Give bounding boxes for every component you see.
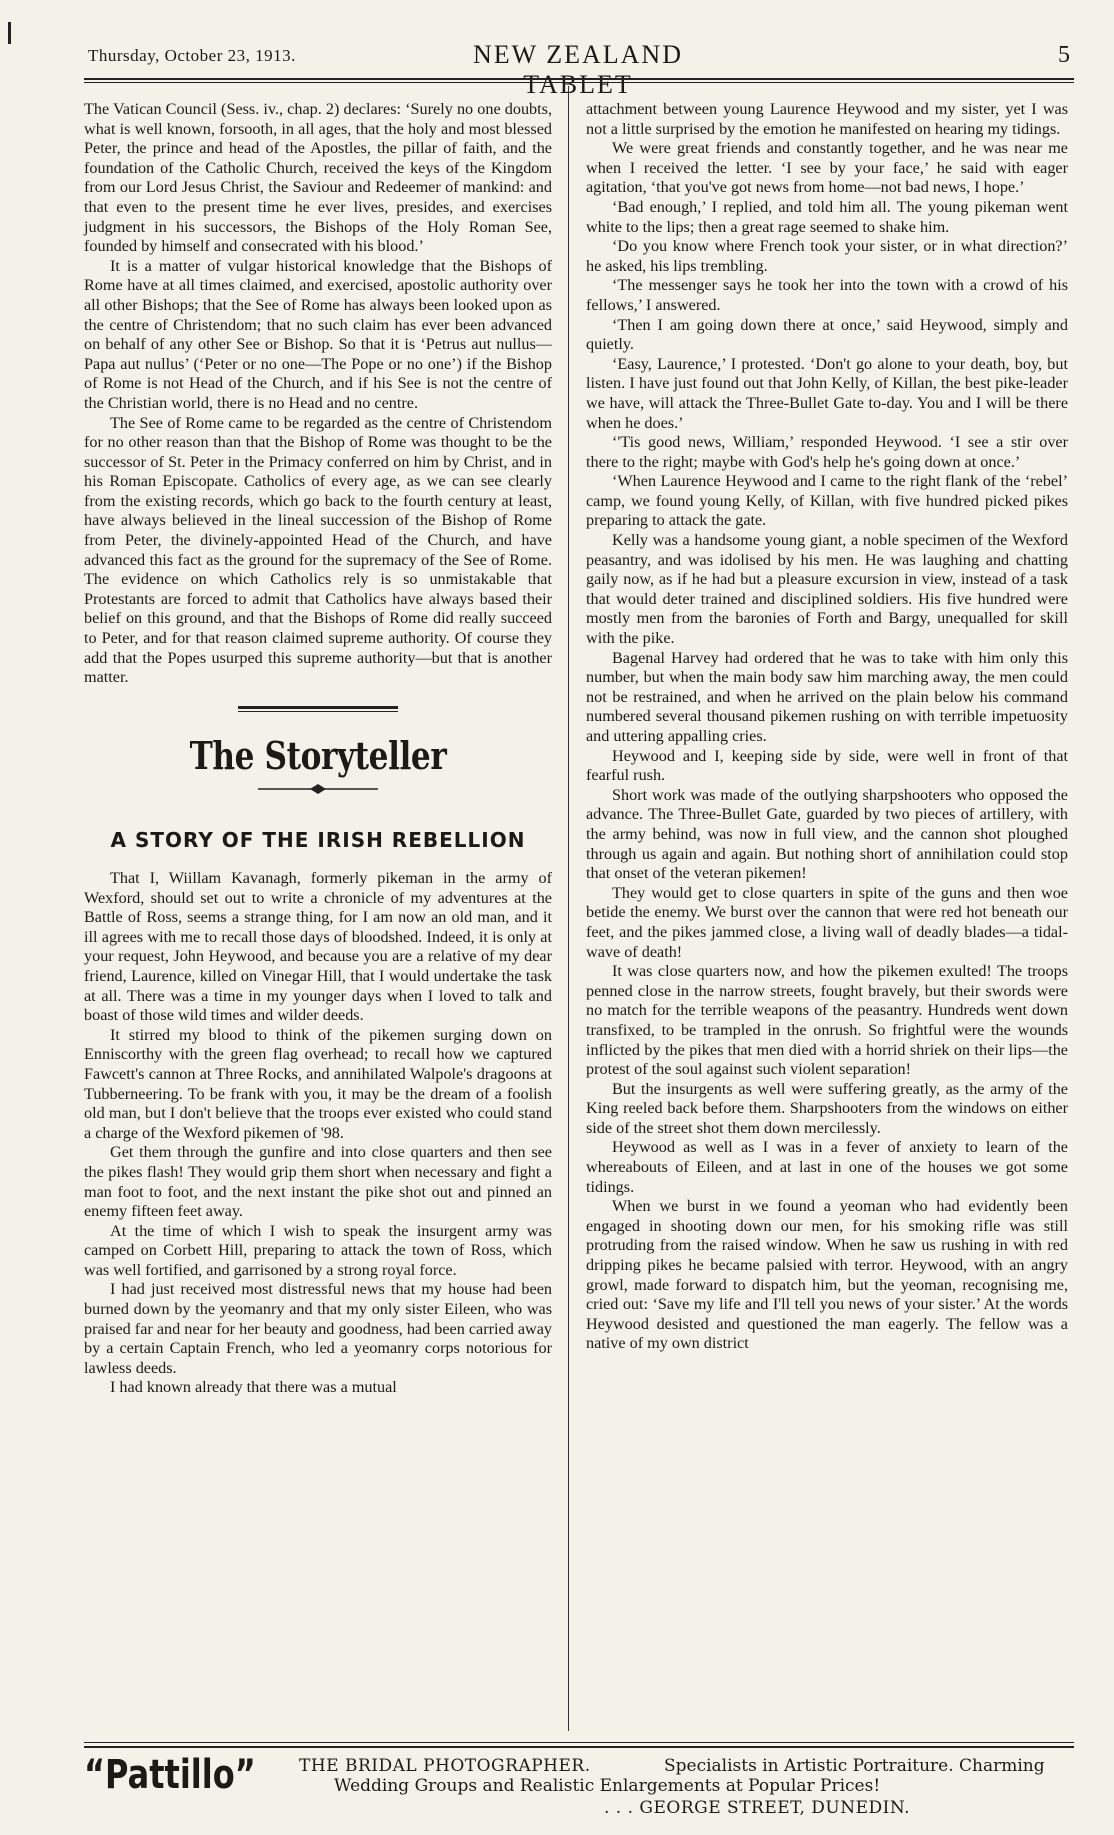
advert-brand: “Pattillo” — [84, 1752, 256, 1798]
article-paragraph: The See of Rome came to be regarded as the centre of Christendom for no other reason than that the Bishop of Rome was thought to be the successor of St. Peter in the Primacy conferred on him by Christ, and in his Roman Episcopate. Catholics of every age, as we can see clearly from the existing records, which go back to the fourth century at least, have always believed in the lineal succession of the Bishop of Rome from Peter, the divinely-appointed Head of the Church, and have advanced this fact as the ground for the supremacy of the See of Rome. The evidence on which Catholics rely is so unmistakable that Protestants are forced to admit that Catholics have always based their belief on this ground, and that the Bishops of Rome did really succeed to Peter, and for that reason claimed supreme authority. Of course they add that the Popes usurped this supreme authority—but that is another matter. — [84, 413, 552, 687]
title-ornament — [84, 782, 552, 796]
story-paragraph: It stirred my blood to think of the pikemen surging down on Enniscorthy with the green flag overhead; to recall how we captured Fawcett's cannon at Three Rocks, and annihilated Walpole's dragoons at Tubberneering. To be frank with you, it may be the dream of a foolish old man, but I don't believe that the troops ever existed who could stand a charge of the Wexford pikemen of '98. — [84, 1025, 552, 1142]
margin-mark — [8, 22, 11, 44]
masthead-title: NEW ZEALAND TABLET — [473, 40, 683, 99]
story-paragraph: ‘Do you know where French took your sister, or in what direction?’ he asked, his lips trembling. — [586, 237, 1068, 275]
article-paragraph: The Vatican Council (Sess. iv., chap. 2) declares: ‘Surely no one doubts, what is well known, forsooth, in all ages, that the holy and most blessed Peter, the prince and head of the Apostles, the pillar of faith, and the foundation of the Catholic Church, received the keys of the Kingdom from our Lord Jesus Christ, the Saviour and Redeemer of mankind: and that even to the present time he ever lives, presides, and exercises judgment in his successors, the Bishops of the Holy Roman See, founded by himself and consecrated with his blood.’ — [84, 100, 552, 256]
story-subtitle: A STORY OF THE IRISH REBELLION — [110, 828, 526, 853]
right-column — [586, 100, 1068, 1354]
story-paragraph: At the time of which I wish to speak the insurgent army was camped on Corbett Hill, preparing to attack the town of Ross, which was well fortified, and garrisoned by a strong royal force. — [84, 1221, 552, 1279]
advert-line-1b: Specialists in Artistic Portraiture. Charming — [664, 1756, 1045, 1776]
footer-rule-thin — [84, 1742, 1074, 1743]
story-paragraph: When we burst in we found a yeoman who had evidently been engaged in shooting down our men, for his smoking rifle was still protruding from the raised window. When he saw us rushing in with red dripping pikes he became palsied with terror. Heywood, with an angry growl, made forward to dispatch him, but the yeoman, recognising me, cried out: ‘Save my life and I'll tell you news of your sister.’ At the words Heywood desisted and questioned the man eagerly. The fellow was a native of my own district — [586, 1197, 1068, 1353]
story-paragraph: That I, Wiillam Kavanagh, formerly pikeman in the army of Wexford, should set out to write a chronicle of my adventures at the Battle of Ross, seems a strange thing, for I am now an old man, and it ill agrees with me to recall those days of bloodshed. Indeed, it is only at your request, John Heywood, and because you are a relative of my dear friend, Laurence, killed on Vinegar Hill, that I would undertake the task at all. There was a time in my younger days when I loved to talk and boast of those wild times and wilder deeds. — [84, 869, 552, 1025]
story-paragraph: attachment between young Laurence Heywood and my sister, yet I was not a little surprised by the emotion he manifested on hearing my tidings. — [586, 100, 1068, 138]
page-header — [88, 40, 1070, 99]
column-divider — [568, 86, 569, 1731]
article-paragraph: It is a matter of vulgar historical knowledge that the Bishops of Rome have at all times claimed, and exercised, apostolic authority over all other Bishops; that the See of Rome has always been looked upon as the centre of Christendom; that no such claim has ever been advanced on behalf of any other See or Bishop. So that it is ‘Petrus aut nullus—Papa aut nullus’ (‘Peter or no one—The Pope or no one’) if the Bishop of Rome is not Head of the Church, and if his See is not the centre of the Christian world, there is no Head and no centre. — [84, 256, 552, 412]
story-paragraph: Get them through the gunfire and into close quarters and then see the pikes flash! They would grip them short when necessary and fight a man foot to foot, and the next instant the pike shot out and pinned an enemy fifteen feet away. — [84, 1143, 552, 1221]
advertisement — [84, 1752, 1074, 1822]
left-column — [84, 100, 552, 1398]
advert-line-2: Wedding Groups and Realistic Enlargements at Popular Prices! — [334, 1776, 881, 1796]
story-paragraph: ‘Then I am going down there at once,’ said Heywood, simply and quietly. — [586, 315, 1068, 354]
story-paragraph: Heywood and I, keeping side by side, were well in front of that fearful rush. — [586, 746, 1068, 785]
story-paragraph: It was close quarters now, and how the pikemen exulted! The troops penned close in the narrow streets, fought bravely, but their swords were no match for the terrible weapons of the peasantry. Hundreds went down transfixed, to be trampled in the onrush. So frightful were the wounds inflicted by the pikes that men died with a horrid shriek on their lips—the protest of the soul against such violent separation! — [586, 962, 1068, 1079]
advert-line-1: THE BRIDAL PHOTOGRAPHER. — [299, 1756, 591, 1776]
header-date: Thursday, October 23, 1913. — [88, 46, 296, 65]
story-paragraph: Bagenal Harvey had ordered that he was to take with him only this number, but when the main body saw him marching away, the men could not be restrained, and when he arrived on the plain below his command numbered several thousand pikemen rushing on with terrible impetuosity and uttering appalling cries. — [586, 648, 1068, 745]
story-paragraph: ‘'Tis good news, William,’ responded Heywood. ‘I see a stir over there to the right; maybe with God's help he's going down at once.’ — [586, 433, 1068, 471]
header-rule — [84, 78, 1074, 80]
story-paragraph: I had just received most distressful news that my house had been burned down by the yeomanry and that my only sister Eileen, who was praised far and near for her beauty and goodness, had been carried away by a certain Captain French, who led a yeomanry corps notorious for lawless deeds. — [84, 1280, 552, 1377]
story-paragraph: We were great friends and constantly together, and he was near me when I received the letter. ‘I see by your face,’ he said with eager agitation, ‘that you've got news from home—not bad news, I hope.’ — [586, 139, 1068, 197]
section-title: The Storyteller — [189, 732, 447, 778]
section-divider — [238, 706, 398, 712]
story-paragraph: Kelly was a handsome young giant, a noble specimen of the Wexford peasantry, and was idolised by his men. He was laughing and chatting gaily now, as if he had but a pleasure excursion in view, instead of a task that would deter trained and disciplined soldiers. His five hundred were mostly men from the baronies of Forth and Bargy, unequalled for skill with the pike. — [586, 531, 1068, 648]
story-paragraph: They would get to close quarters in spite of the guns and then woe betide the enemy. We burst over the cannon that were red hot beneath our feet, and the pikes jammed close, a living wall of deadly blades—a tidal-wave of death! — [586, 883, 1068, 961]
footer-rule — [84, 1746, 1074, 1748]
story-paragraph: ‘The messenger says he took her into the town with a crowd of his fellows,’ I answered. — [586, 276, 1068, 314]
advert-address: . . . GEORGE STREET, DUNEDIN. — [604, 1798, 911, 1818]
story-paragraph: Heywood as well as I was in a fever of anxiety to learn of the whereabouts of Eileen, and at last in one of the houses we got some tidings. — [586, 1138, 1068, 1196]
header-rule-thin — [84, 82, 1074, 83]
story-paragraph: Short work was made of the outlying sharpshooters who opposed the advance. The Three-Bullet Gate, guarded by two pieces of artillery, with the army behind, was now in full view, and the cannon shot ploughed through us again and again. But nothing short of annihilation could stop that onset of the veteran pikemen! — [586, 785, 1068, 883]
story-paragraph: ‘Easy, Laurence,’ I protested. ‘Don't go alone to your death, boy, but listen. I have just found out that John Kelly, of Killan, the best pike-leader we have, will attack the Three-Bullet Gate to-day. You and I will be there when he does.’ — [586, 354, 1068, 432]
page-number: 5 — [1058, 42, 1070, 68]
story-paragraph: ‘Bad enough,’ I replied, and told him all. The young pikeman went white to the lips; then a great rage seemed to shake him. — [586, 197, 1068, 236]
story-paragraph: But the insurgents as well were suffering greatly, as the army of the King reeled back before them. Sharpshooters from the windows on either side of the street shot them down mercilessly. — [586, 1079, 1068, 1137]
story-paragraph: ‘When Laurence Heywood and I came to the right flank of the ‘rebel’ camp, we found young Kelly, of Killan, with five hundred picked pikes preparing to attack the gate. — [586, 472, 1068, 530]
story-paragraph: I had known already that there was a mutual — [110, 1378, 397, 1397]
